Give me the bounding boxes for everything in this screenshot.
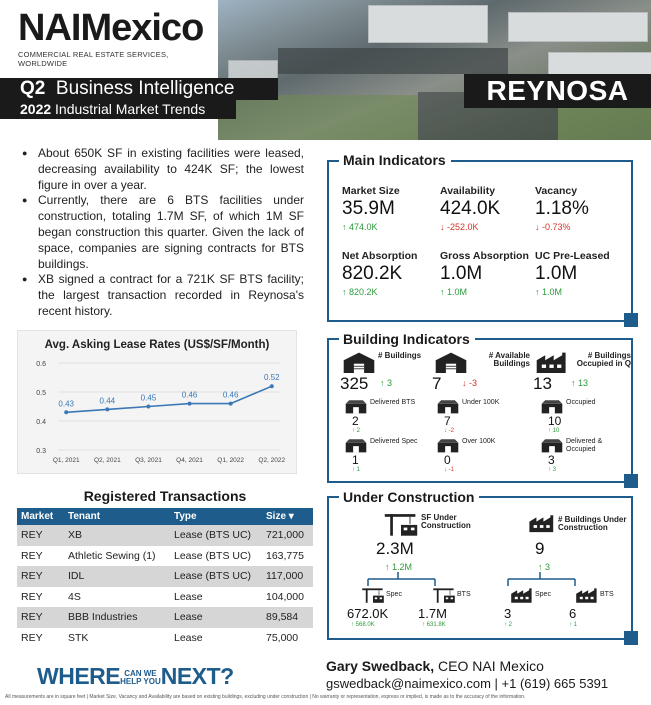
table-row[interactable]: [17, 546, 313, 567]
y-tick-label: 0.3: [36, 448, 46, 455]
crane-icon: [383, 510, 419, 538]
building-icon: [434, 350, 468, 374]
b_bts-change: [569, 622, 577, 628]
change-value: 2: [508, 622, 513, 628]
change-value: -1: [448, 467, 455, 473]
sf_bts-label: BTS: [457, 591, 471, 598]
change-arrow: ↑: [569, 622, 572, 628]
transactions-title: Registered Transactions: [83, 488, 247, 504]
uc-pre-leased-label: UC Pre-Leased: [535, 250, 610, 262]
change-arrow: ↑: [342, 287, 347, 297]
b-uc-change: [538, 562, 550, 572]
building-main-change: [380, 378, 392, 388]
change-value: 3: [545, 562, 551, 572]
building-main-value: 7: [432, 374, 442, 393]
building-sub-change: [548, 428, 559, 434]
change-value: 2: [356, 428, 361, 434]
change-arrow: ↑: [535, 287, 540, 297]
change-arrow: ↓: [444, 428, 447, 434]
change-value: 3: [387, 378, 393, 388]
b_spec-label: Spec: [535, 591, 551, 598]
disclaimer: All measurements are in square feet | Market Size, Vacancy and Availability are based on existing buildings, excluding under construction | No warranty or representation, express or implied, is made as to the accuracy of the information.: [5, 694, 526, 700]
data-point: [229, 402, 233, 406]
uc-pre-leased-change: [535, 287, 562, 297]
chart-title: Avg. Asking Lease Rates (US$/SF/Month): [44, 339, 270, 351]
quarter: Q2: [20, 78, 46, 99]
net-absorption-change: [342, 287, 378, 297]
title-text: Business Intelligence: [55, 78, 235, 99]
b_bts-icon: [575, 586, 599, 604]
contact-role: CEO NAI Mexico: [434, 658, 544, 674]
corner-square: [624, 474, 638, 488]
year: 2022: [20, 101, 52, 117]
summary-list: [22, 146, 304, 320]
building-sub-value: 0: [444, 453, 451, 467]
cell-type: Lease: [170, 587, 262, 608]
net-absorption-value: 820.2K: [342, 263, 403, 284]
sf_spec-icon: [361, 586, 385, 604]
cell-tenant: IDL: [64, 566, 170, 587]
table-header-row: [17, 508, 313, 525]
change-arrow: ↓: [444, 467, 447, 473]
slogan-can-we: CAN WE: [124, 668, 157, 678]
change-arrow: ↑: [352, 428, 355, 434]
y-tick-label: 0.6: [36, 361, 46, 368]
market-size-change: [342, 222, 378, 232]
building-sub-label: Delivered BTS: [370, 399, 416, 406]
b-uc-value: 9: [535, 539, 545, 558]
change-arrow: ↑: [352, 467, 355, 473]
cell-size: 104,000: [262, 587, 313, 608]
change-value: 474.0K: [349, 222, 378, 232]
building-small-icon: [436, 398, 460, 414]
market-size-value: 35.9M: [342, 198, 395, 219]
cell-type: Lease (BTS UC): [170, 525, 262, 546]
x-tick-label: Q4, 2021: [176, 457, 203, 464]
data-point: [146, 405, 150, 409]
cell-tenant: STK: [64, 628, 170, 649]
change-value: -252.0K: [447, 222, 479, 232]
change-arrow: ↑: [548, 467, 551, 473]
data-label: 0.46: [222, 390, 239, 400]
x-tick-label: Q1, 2021: [52, 457, 80, 464]
change-arrow: ↓: [535, 222, 540, 232]
cell-type: Lease: [170, 628, 262, 649]
data-label: 0.52: [263, 373, 280, 383]
cell-tenant: 4S: [64, 587, 170, 608]
building-sub-value: 1: [352, 453, 359, 467]
building-sub-label: Under 100K: [462, 399, 500, 406]
slogan-small: [120, 670, 161, 686]
x-tick-label: Q3, 2021: [135, 457, 162, 464]
summary-item: ● Currently, there are 6 BTS facilities under construction, totaling 1.7M SF, of which 1M SF began construction this quarter. Given the lack of space, companies are signing contracts for BTS buildings.: [22, 193, 304, 272]
building-sub-change: [352, 428, 360, 434]
gross-absorption-value: 1.0M: [440, 263, 483, 284]
cell-market: REY: [17, 546, 64, 567]
cell-size: 721,000: [262, 525, 313, 546]
x-tick-label: Q1, 2022: [217, 457, 245, 464]
cell-size: 117,000: [262, 566, 313, 587]
building-main-label: # Available Buildings: [488, 351, 530, 368]
aerial-photo: [218, 0, 651, 140]
net-absorption-label: Net Absorption: [342, 250, 418, 262]
building-sub-label: Delivered & Occupied: [566, 438, 603, 453]
b_bts-value: 6: [569, 606, 577, 621]
cell-tenant: XB: [64, 525, 170, 546]
data-label: 0.44: [99, 396, 116, 406]
city-name: REYNOSA: [464, 74, 651, 108]
vacancy-change: [535, 222, 571, 232]
x-tick-label: Q2, 2022: [258, 457, 286, 464]
building-small-icon: [540, 437, 564, 453]
sf_spec-value: 672.0K: [347, 606, 389, 621]
change-value: 1: [356, 467, 361, 473]
table-row[interactable]: [17, 566, 313, 587]
building-sub-change: [548, 467, 556, 473]
slogan-help-you: HELP YOU: [120, 676, 161, 686]
corner-square: [624, 631, 638, 645]
data-point: [270, 384, 274, 388]
cell-market: REY: [17, 525, 64, 546]
lease-rate-chart: [17, 330, 297, 474]
under-construction-title: Under Construction: [339, 489, 479, 505]
b_spec-value: 3: [504, 606, 512, 621]
building-small-icon: [344, 398, 368, 414]
gross-absorption-change: [440, 287, 467, 297]
cell-market: REY: [17, 587, 64, 608]
building-main-change: [462, 378, 477, 388]
change-arrow: ↑: [504, 622, 507, 628]
change-arrow: ↓: [462, 378, 467, 388]
cell-size: 89,584: [262, 607, 313, 628]
change-arrow: ↑: [538, 562, 543, 572]
change-value: 13: [578, 378, 589, 388]
logo-tagline: COMMERCIAL REAL ESTATE SERVICES, WORLDWIDE: [18, 50, 169, 68]
change-arrow: ↑: [422, 622, 425, 628]
report-title: [0, 78, 278, 100]
col-tenant[interactable]: Tenant: [64, 508, 170, 525]
change-value: 1: [573, 622, 578, 628]
change-value: 1.0M: [542, 287, 563, 297]
b_spec-icon: [510, 586, 534, 604]
change-value: 10: [552, 428, 560, 434]
change-value: 631.8K: [426, 622, 446, 628]
corner-square: [624, 313, 638, 327]
x-tick-label: Q2, 2021: [93, 457, 121, 464]
change-value: -2: [448, 428, 455, 434]
cell-tenant: Athletic Sewing (1): [64, 546, 170, 567]
contact-info[interactable]: gswedback@naimexico.com | +1 (619) 665 5391: [326, 676, 609, 691]
change-value: 820.2K: [349, 287, 378, 297]
building-sub-change: [444, 428, 454, 434]
sf-uc-label: SF Under Construction: [421, 513, 471, 530]
contact-name: [326, 658, 544, 674]
summary-item: ● About 650K SF in existing facilities were leased, decreasing availability to 424K SF; the lowest figure in over a year.: [22, 146, 304, 193]
availability-label: Availability: [440, 185, 496, 197]
series-line: [66, 386, 272, 412]
y-tick-label: 0.4: [36, 419, 46, 426]
building-sub-value: 10: [548, 414, 562, 428]
table-row[interactable]: [17, 525, 313, 546]
sf_spec-label: Spec: [386, 591, 402, 598]
sf_bts-icon: [432, 586, 456, 604]
main-indicators-title: Main Indicators: [339, 152, 451, 168]
gross-absorption-label: Gross Absorption: [440, 250, 529, 262]
vacancy-value: 1.18%: [535, 198, 589, 219]
cell-market: REY: [17, 566, 64, 587]
change-arrow: ↑: [440, 287, 445, 297]
data-point: [105, 407, 109, 411]
building-sub-change: [444, 467, 454, 473]
building-sub-label: Delivered Spec: [370, 438, 418, 445]
b_bts-label: BTS: [600, 591, 614, 598]
building-sub-change: [352, 467, 360, 473]
table-row[interactable]: [17, 628, 313, 649]
b_spec-change: [504, 622, 512, 628]
data-label: 0.45: [140, 393, 157, 403]
transactions-table: [17, 508, 313, 648]
building-icon: [342, 350, 376, 374]
slogan-next: NEXT?: [160, 663, 234, 689]
where-next-slogan: [37, 663, 234, 690]
vacancy-label: Vacancy: [535, 185, 578, 197]
building-sub-label: Over 100K: [462, 438, 496, 445]
change-arrow: ↑: [571, 378, 576, 388]
building-sub-value: 7: [444, 414, 451, 428]
building-small-icon: [344, 437, 368, 453]
cell-type: Lease (BTS UC): [170, 566, 262, 587]
data-point: [64, 410, 68, 414]
sf-uc-value: 2.3M: [376, 539, 414, 558]
factory-icon: [528, 512, 556, 534]
chart-plot: [18, 353, 296, 473]
sf_bts-change: [422, 622, 446, 628]
sf-uc-change: [385, 562, 412, 572]
building-indicators-title: Building Indicators: [339, 331, 475, 347]
building-icon: [535, 350, 569, 374]
availability-change: [440, 222, 479, 232]
cell-size: 163,775: [262, 546, 313, 567]
building-sub-value: 2: [352, 414, 359, 428]
data-label: 0.43: [58, 399, 75, 409]
building-small-icon: [436, 437, 460, 453]
table-row[interactable]: [17, 607, 313, 628]
cell-market: REY: [17, 607, 64, 628]
cell-market: REY: [17, 628, 64, 649]
market-size-label: Market Size: [342, 185, 400, 197]
col-size[interactable]: Size ▾: [262, 508, 313, 525]
building-main-value: 325: [340, 374, 369, 393]
y-tick-label: 0.5: [36, 390, 46, 397]
slogan-where: WHERE: [37, 663, 121, 689]
data-point: [188, 402, 192, 406]
change-arrow: ↑: [351, 622, 354, 628]
cell-size: 75,000: [262, 628, 313, 649]
report-subtitle: [0, 100, 236, 119]
table-row[interactable]: [17, 587, 313, 608]
change-arrow: ↑: [385, 562, 390, 572]
change-arrow: ↑: [342, 222, 347, 232]
building-main-value: 13: [533, 374, 552, 393]
data-label: 0.46: [181, 390, 198, 400]
building-small-icon: [540, 398, 564, 414]
cell-type: Lease: [170, 607, 262, 628]
logo-mexico: Mexico: [80, 7, 204, 49]
sf_bts-value: 1.7M: [418, 606, 447, 621]
change-value: 1.0M: [447, 287, 468, 297]
change-value: 3: [552, 467, 557, 473]
summary-item: ● XB signed a contract for a 721K SF BTS facility; the largest transaction recorded in Reynosa's recent history.: [22, 272, 304, 319]
change-arrow: ↓: [440, 222, 445, 232]
change-value: -3: [469, 378, 478, 388]
nai-mexico-logo: [18, 7, 213, 68]
change-arrow: ↑: [548, 428, 551, 434]
building-sub-label: Occupied: [566, 399, 596, 406]
cell-tenant: BBB Industries: [64, 607, 170, 628]
b-uc-label: # Buildings Under Construction: [558, 515, 627, 532]
sf_spec-change: [351, 622, 375, 628]
change-arrow: ↑: [380, 378, 385, 388]
building-main-change: [571, 378, 588, 388]
col-market[interactable]: Market: [17, 508, 64, 525]
building-main-label: # Buildings Occupied in Q: [576, 351, 631, 368]
subtitle-text: Industrial Market Trends: [55, 101, 206, 117]
cell-type: Lease (BTS UC): [170, 546, 262, 567]
uc-pre-leased-value: 1.0M: [535, 263, 578, 284]
change-value: 568.0K: [355, 622, 375, 628]
col-type[interactable]: Type: [170, 508, 262, 525]
logo-nai: NAI: [18, 7, 81, 49]
change-value: 1.2M: [392, 562, 413, 572]
contact-person: Gary Swedback,: [326, 658, 435, 674]
building-main-label: # Buildings: [378, 351, 422, 360]
change-value: -0.73%: [542, 222, 571, 232]
building-sub-value: 3: [548, 453, 555, 467]
availability-value: 424.0K: [440, 198, 501, 219]
